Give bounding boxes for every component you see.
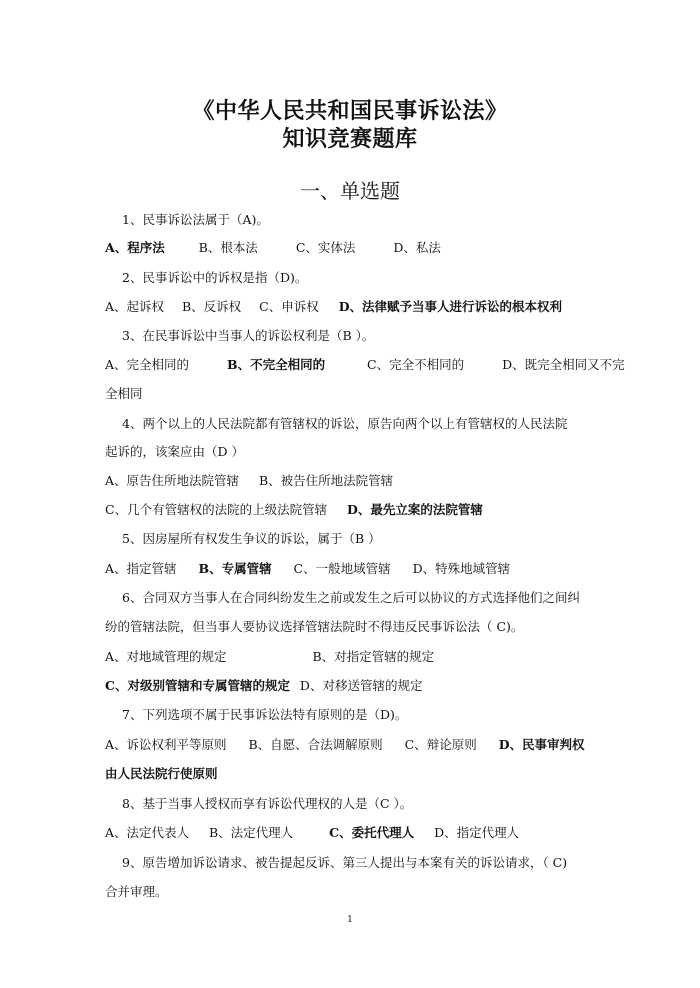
option-c: C、对级别管辖和专属管辖的规定 xyxy=(105,678,290,693)
question-3: 3、在民事诉讼中当事人的诉讼权利是（B ）。 xyxy=(122,328,375,343)
option-a: A、完全相同的 xyxy=(105,357,190,372)
option-d: D、民事审判权 xyxy=(498,737,585,752)
question-6: 6、合同双方当事人在合同纠纷发生之前或发生之后可以协议的方式选择他们之间纠 xyxy=(122,590,580,605)
question-8: 8、基于当事人授权而享有诉讼代理权的人是（C ）。 xyxy=(122,796,413,811)
options-6-line1 xyxy=(105,649,434,665)
option-d: D、对移送管辖的规定 xyxy=(299,678,423,693)
option-b: B、反诉权 xyxy=(182,299,242,314)
question-9: 9、原告增加诉讼请求、被告提起反诉、第三人提出与本案有关的诉讼请求，（ C) xyxy=(122,855,568,870)
option-a: A、原告住所地法院管辖 xyxy=(105,473,240,488)
option-d: D、既完全相同又不完 xyxy=(502,357,625,372)
document-title-line2: 知识竞赛题库 xyxy=(282,127,418,152)
option-a: A、程序法 xyxy=(105,240,165,255)
options-7-cont: 由人民法院行使原则 xyxy=(105,766,218,781)
option-c: C、实体法 xyxy=(295,240,356,255)
question-6-cont: 纷的管辖法院，但当事人要协议选择管辖法院时不得违反民事诉讼法（ C)。 xyxy=(105,619,524,634)
option-d: D、特殊地域管辖 xyxy=(412,561,511,576)
options-5 xyxy=(105,561,510,577)
options-8 xyxy=(105,825,519,841)
option-a: A、指定管辖 xyxy=(105,561,177,576)
option-b: B、对指定管辖的规定 xyxy=(312,649,435,664)
question-1: 1、民事诉讼法属于（A)。 xyxy=(122,212,269,227)
question-7: 7、下列选项不属于民事诉讼法特有原则的是（D)。 xyxy=(122,707,408,722)
options-2 xyxy=(105,299,562,315)
option-b: B、自愿、合法调解原则 xyxy=(248,737,383,752)
options-3-cont: 全相同 xyxy=(105,386,143,401)
option-b: B、根本法 xyxy=(198,240,258,255)
option-c: C、完全不相同的 xyxy=(367,357,465,372)
question-2: 2、民事诉讼中的诉权是指（D)。 xyxy=(122,270,308,285)
options-6-line2 xyxy=(105,678,422,694)
options-4-line2 xyxy=(105,502,483,518)
option-b: B、不完全相同的 xyxy=(227,357,326,372)
options-1 xyxy=(105,240,441,256)
option-c: C、几个有管辖权的法院的上级法院管辖 xyxy=(105,502,328,517)
option-a: A、起诉权 xyxy=(105,299,165,314)
option-b: B、专属管辖 xyxy=(198,561,272,576)
section-title: 一、单选题 xyxy=(300,179,400,203)
option-a: A、法定代表人 xyxy=(105,825,190,840)
option-b: B、被告住所地法院管辖 xyxy=(259,473,394,488)
option-a: A、对地域管理的规定 xyxy=(105,649,227,664)
options-4-line1 xyxy=(105,473,393,489)
option-d: D、指定代理人 xyxy=(434,825,520,840)
question-5: 5、因房屋所有权发生争议的诉讼，属于（B ） xyxy=(122,531,381,546)
options-7 xyxy=(105,737,585,753)
option-c: C、申诉权 xyxy=(259,299,319,314)
page-number: 1 xyxy=(347,915,353,925)
options-3 xyxy=(105,357,625,373)
question-4-cont: 起诉的，该案应由（D ） xyxy=(105,444,244,459)
option-c: C、辩论原则 xyxy=(404,737,477,752)
question-4: 4、两个以上的人民法院都有管辖权的诉讼，原告向两个以上有管辖权的人民法院 xyxy=(122,416,568,431)
option-c: C、委托代理人 xyxy=(329,825,415,840)
option-c: C、一般地域管辖 xyxy=(293,561,391,576)
option-b: B、法定代理人 xyxy=(209,825,294,840)
question-9-cont: 合并审理。 xyxy=(105,884,168,899)
option-a: A、诉讼权利平等原则 xyxy=(105,737,227,752)
option-d: D、最先立案的法院管辖 xyxy=(347,502,483,517)
option-d: D、私法 xyxy=(393,240,441,255)
document-title-line1: 《中华人民共和国民事诉讼法》 xyxy=(192,99,508,124)
option-d: D、法律赋予当事人进行诉讼的根本权利 xyxy=(338,299,563,314)
